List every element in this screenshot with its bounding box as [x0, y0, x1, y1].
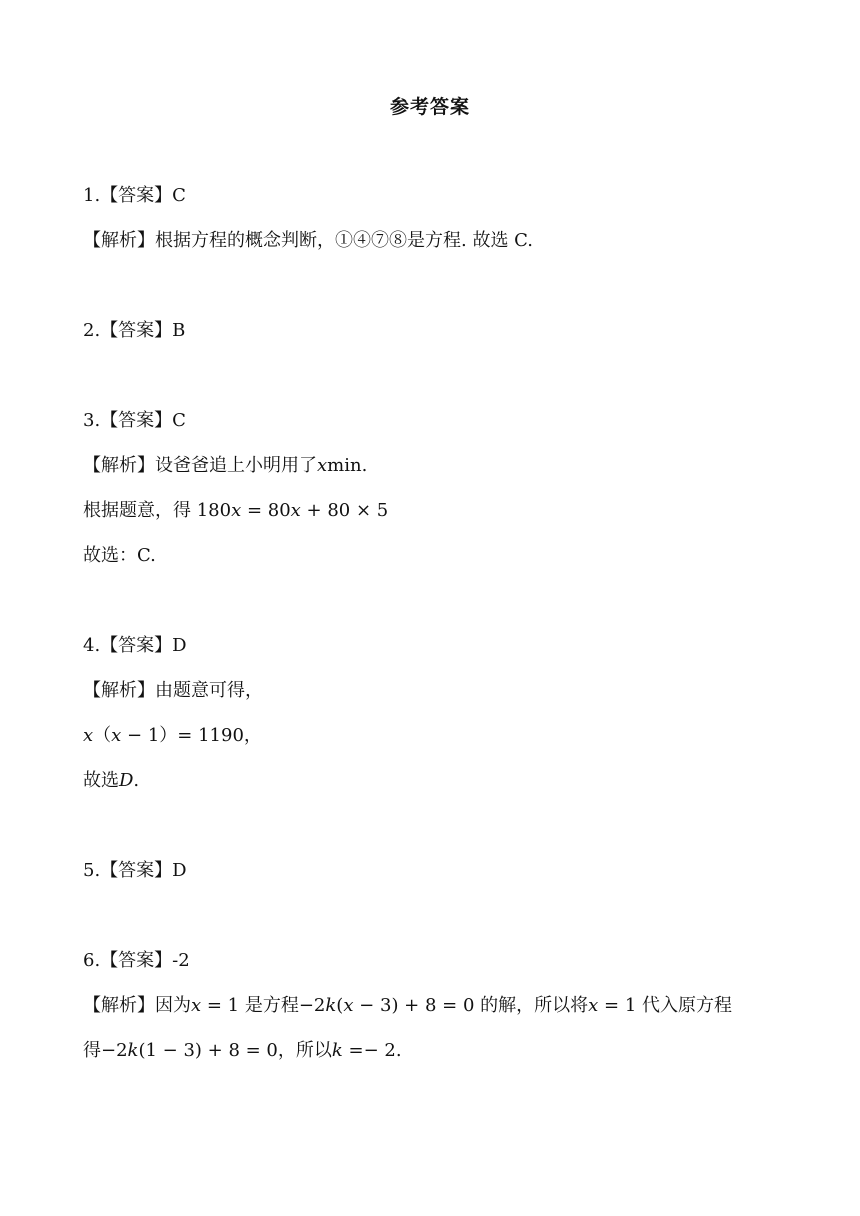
answer-1: 1.【答案】C [83, 185, 186, 206]
analysis-6: 【解析】因为𝑥 = 1 是方程−2𝑘(𝑥 − 3) + 8 = 0 的解，所以将𝑥 = 1 代入原方程 [83, 995, 732, 1016]
answer-3: 3.【答案】C [83, 410, 186, 431]
analysis-3-choice: 故选：C. [83, 545, 156, 566]
page-title: 参考答案 [389, 96, 470, 118]
answer-4: 4.【答案】D [83, 635, 187, 656]
answer-6: 6.【答案】-2 [83, 950, 190, 971]
analysis-6-continued: 得−2𝑘(1 − 3) + 8 = 0，所以𝑘 =− 2. [83, 1040, 402, 1061]
analysis-3-equation: 根据题意，得 180𝑥 = 80𝑥 + 80 × 5 [83, 500, 389, 521]
analysis-3: 【解析】设爸爸追上小明用了𝑥min. [83, 455, 368, 476]
analysis-1: 【解析】根据方程的概念判断，①④⑦⑧是方程. 故选 C. [83, 230, 534, 251]
answer-2: 2.【答案】B [83, 320, 186, 341]
analysis-4-equation: 𝑥（𝑥 − 1）= 1190， [83, 725, 262, 746]
answer-5: 5.【答案】D [83, 860, 187, 881]
analysis-4: 【解析】由题意可得， [83, 680, 263, 701]
analysis-4-choice: 故选𝐷. [83, 770, 140, 791]
